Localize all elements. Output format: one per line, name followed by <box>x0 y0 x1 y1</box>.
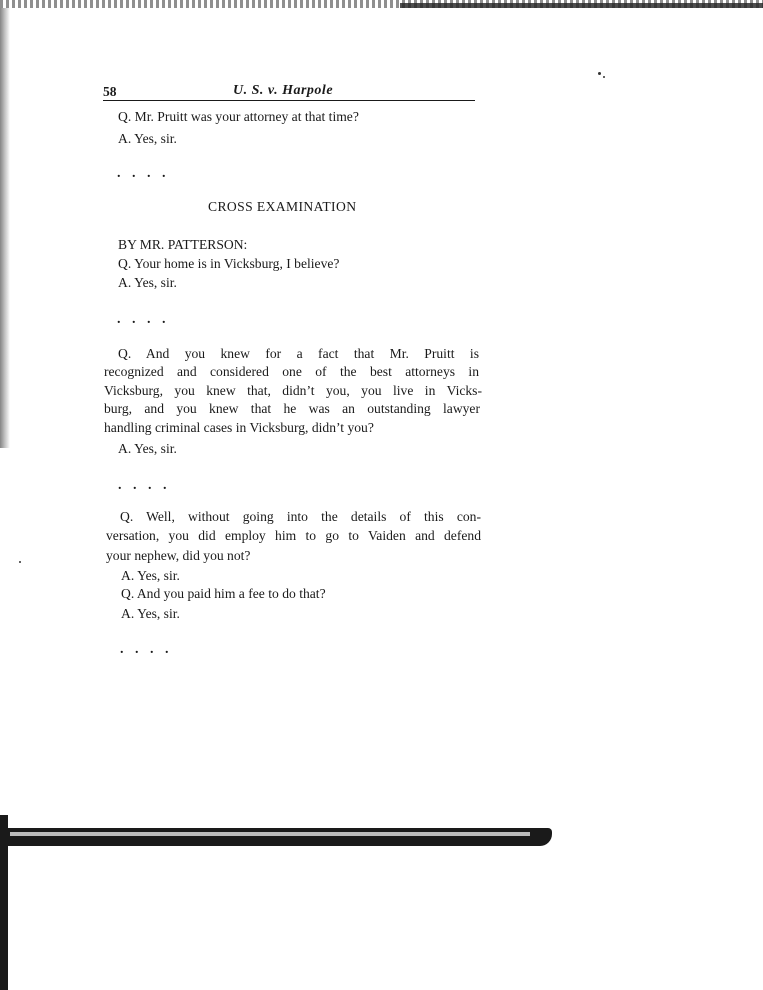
omission-ellipsis: . . . . <box>120 642 173 657</box>
answer-line: A. Yes, sir. <box>118 275 177 290</box>
paragraph-line: versation, you did employ him to go to Vaiden and defend <box>106 528 481 543</box>
section-heading: CROSS EXAMINATION <box>208 199 357 214</box>
page-header <box>103 82 475 101</box>
running-head: U. S. v. Harpole <box>233 83 334 98</box>
answer-line: A. Yes, sir. <box>121 606 180 621</box>
paragraph-line: Vicksburg, you knew that, didn’t you, you live in Vicks- <box>104 383 482 398</box>
omission-ellipsis: . . . . <box>118 478 171 493</box>
page-number: 58 <box>103 84 117 99</box>
paragraph-line: handling criminal cases in Vicksburg, didn’t you? <box>104 420 374 435</box>
examiner-line: BY MR. PATTERSON: <box>118 237 248 252</box>
omission-ellipsis: . . . . <box>117 312 170 327</box>
scan-bottom-bar-highlight <box>10 832 530 836</box>
question-line: Q. Your home is in Vicksburg, I believe? <box>118 256 340 271</box>
question-line: Q. Mr. Pruitt was your attorney at that time? <box>118 109 359 124</box>
paragraph-line: recognized and considered one of the best attorneys in <box>104 364 479 379</box>
answer-line: A. Yes, sir. <box>118 131 177 146</box>
paragraph-line: burg, and you knew that he was an outstanding lawyer <box>104 401 480 416</box>
scan-left-edge <box>0 8 10 448</box>
scan-bottom-bar <box>0 828 552 846</box>
paragraph-line: Q. Well, without going into the details of this con- <box>120 509 481 524</box>
scan-speck <box>598 72 601 75</box>
answer-line: A. Yes, sir. <box>121 568 180 583</box>
paragraph-line: your nephew, did you not? <box>106 548 251 563</box>
scan-speck <box>603 76 605 78</box>
answer-line: A. Yes, sir. <box>118 441 177 456</box>
scan-top-bar <box>400 3 763 8</box>
question-line: Q. And you paid him a fee to do that? <box>121 586 326 601</box>
scan-speck <box>19 561 21 563</box>
paragraph-line: Q. And you knew for a fact that Mr. Pruitt is <box>118 346 479 361</box>
omission-ellipsis: . . . . <box>117 166 170 181</box>
